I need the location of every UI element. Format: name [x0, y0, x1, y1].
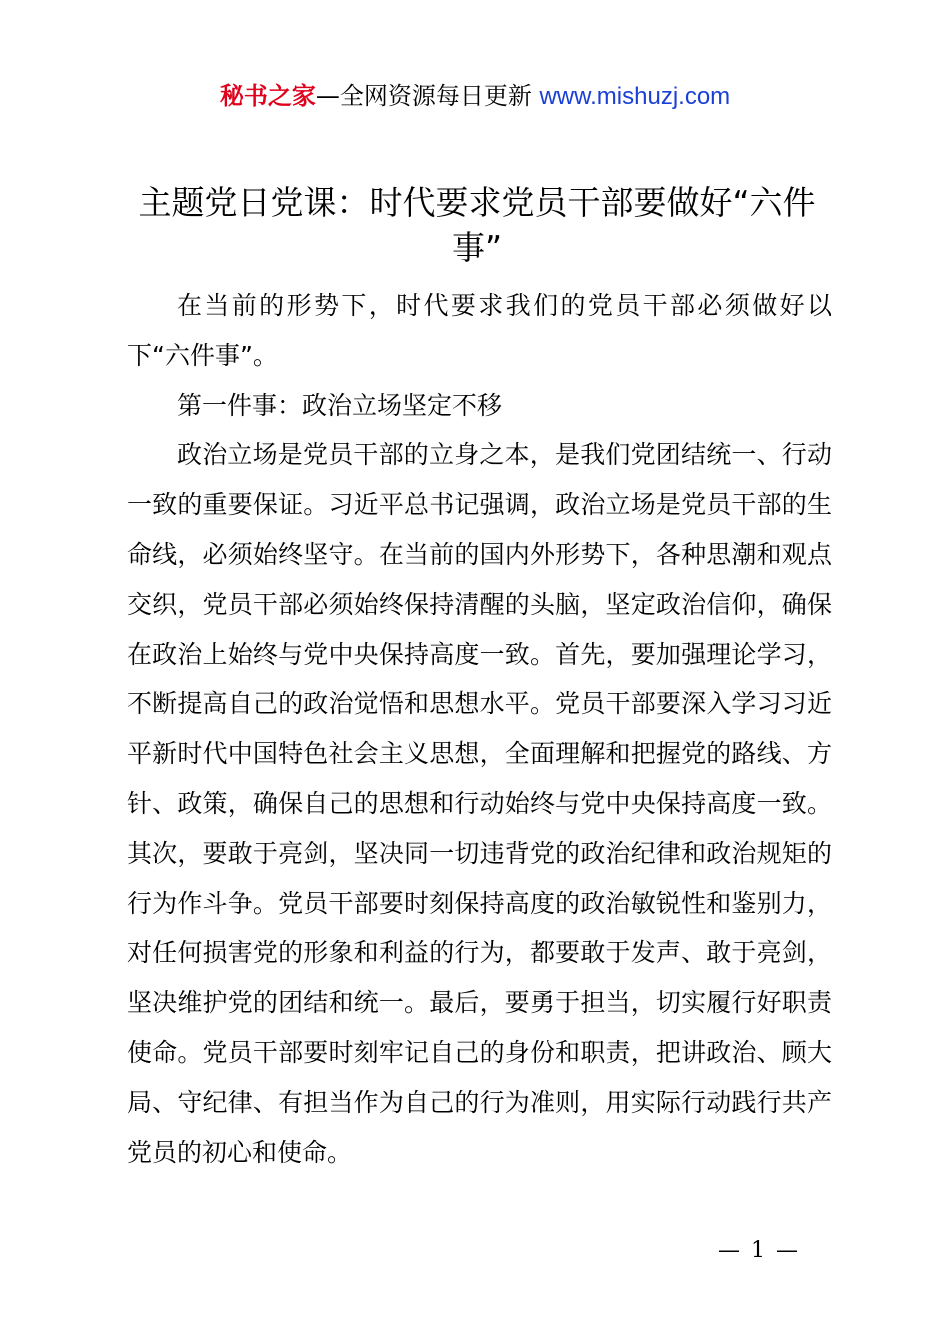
site-tagline: —全网资源每日更新	[315, 82, 540, 110]
intro-paragraph: 在当前的形势下，时代要求我们的党员干部必须做好以下“六件事”。	[127, 291, 832, 370]
document-body	[127, 281, 832, 1177]
site-brand: 秘书之家	[219, 82, 316, 110]
document-title: 主题党日党课：时代要求党员干部要做好“六件事”	[138, 183, 816, 267]
site-header	[0, 80, 950, 113]
site-url-link[interactable]: www.mishuzj.com	[539, 83, 731, 110]
body-paragraph: 政治立场是党员干部的立身之本，是我们党团结统一、行动一致的重要保证。习近平总书记强调，政治立场是党员干部的生命线，必须始终坚守。在当前的国内外形势下，各种思潮和观点交织，党员干部必须始终保持清醒的头脑，坚定政治信仰，确保在政治上始终与党中央保持高度一致。首先，要加强理论学习，不断提高自己的政治觉悟和思想水平。党员干部要深入学习习近平新时代中国特色社会主义思想，全面理解和把握党的路线、方针、政策，确保自己的思想和行动始终与党中央保持高度一致。其次，要敢于亮剑，坚决同一切违背党的政治纪律和政治规矩的行为作斗争。党员干部要时刻保持高度的政治敏锐性和鉴别力，对任何损害党的形象和利益的行为，都要敢于发声、敢于亮剑，坚决维护党的团结和统一。最后，要勇于担当，切实履行好职责使命。党员干部要时刻牢记自己的身份和职责，把讲政治、顾大局、守纪律、有担当作为自己的行为准则，用实际行动践行共产党员的初心和使命。	[127, 440, 832, 1167]
page-number: — 1 —	[718, 1238, 800, 1263]
section-heading: 第一件事：政治立场坚定不移	[177, 390, 503, 420]
